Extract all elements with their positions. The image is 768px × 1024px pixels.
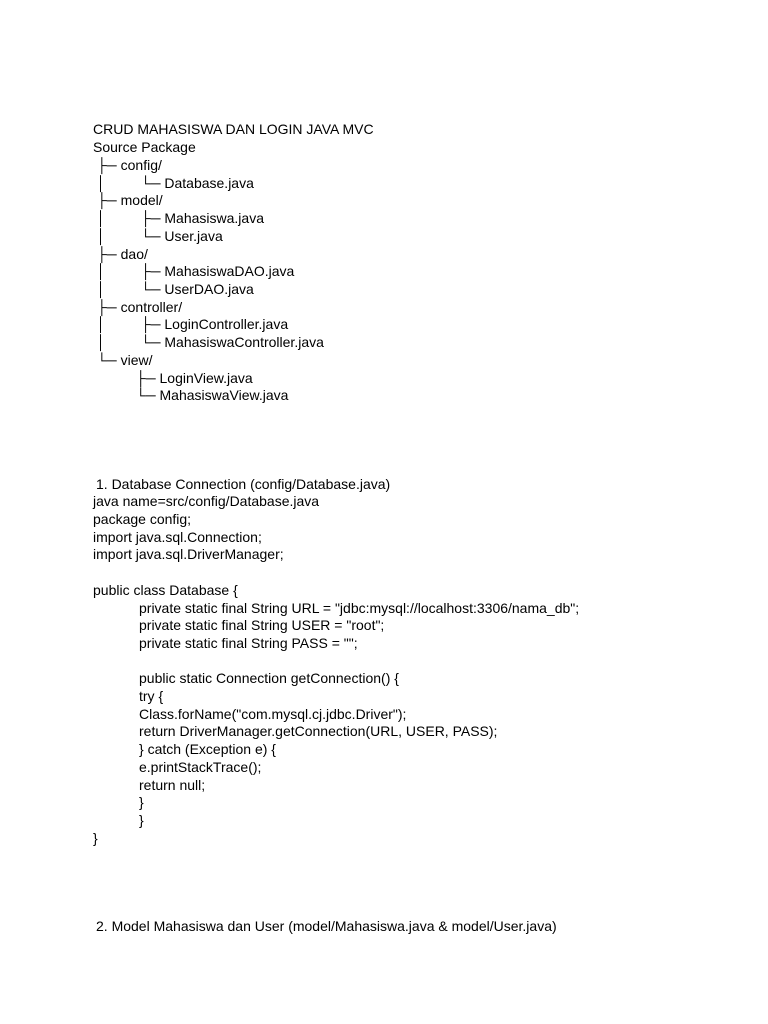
tree-line: ├─ model/: [93, 192, 163, 208]
tree-line: │ ├─ LoginController.java: [93, 316, 289, 332]
tree-root: Source Package: [93, 139, 196, 155]
tree-line: │ └─ User.java: [93, 228, 223, 244]
code-line: public class Database {: [93, 582, 238, 598]
code-line: Class.forName("com.mysql.cj.jdbc.Driver");: [139, 706, 407, 722]
tree-line: │ └─ Database.java: [93, 175, 254, 191]
tree-line: ├─ config/: [93, 157, 162, 173]
tree-line: │ └─ MahasiswaController.java: [93, 334, 324, 350]
code-line: private static final String USER = "root";: [139, 617, 385, 633]
tree-line: ├─ LoginView.java: [93, 370, 253, 386]
document-title: CRUD MAHASISWA DAN LOGIN JAVA MVC: [93, 121, 374, 137]
tree-line: │ └─ UserDAO.java: [93, 281, 254, 297]
code-line: private static final String PASS = "";: [139, 635, 358, 651]
code-line: java name=src/config/Database.java: [93, 493, 320, 509]
code-line: return DriverManager.getConnection(URL, USER, PASS);: [139, 723, 498, 739]
code-line: return null;: [139, 777, 206, 793]
code-line: }: [139, 794, 144, 810]
code-line: package config;: [93, 511, 192, 527]
code-line: }: [93, 830, 98, 846]
code-line: private static final String URL = "jdbc:mysql://localhost:3306/nama_db";: [139, 600, 580, 616]
code-line: e.printStackTrace();: [139, 759, 262, 775]
tree-line: │ ├─ Mahasiswa.java: [93, 210, 264, 226]
section-2-heading: 2. Model Mahasiswa dan User (model/Mahasiswa.java & model/User.java): [96, 918, 557, 934]
code-line: } catch (Exception e) {: [139, 741, 276, 757]
code-line: import java.sql.Connection;: [93, 529, 262, 545]
code-line: }: [139, 812, 144, 828]
tree-line: ├─ dao/: [93, 246, 148, 262]
code-line: try {: [139, 688, 164, 704]
code-line: public static Connection getConnection() {: [139, 670, 399, 686]
section-1-heading: 1. Database Connection (config/Database.java): [96, 476, 391, 492]
tree-line: └─ MahasiswaView.java: [93, 387, 289, 403]
tree-line: ├─ controller/: [93, 299, 183, 315]
tree-line: └─ view/: [93, 352, 153, 368]
code-line: import java.sql.DriverManager;: [93, 546, 284, 562]
tree-line: │ ├─ MahasiswaDAO.java: [93, 263, 295, 279]
